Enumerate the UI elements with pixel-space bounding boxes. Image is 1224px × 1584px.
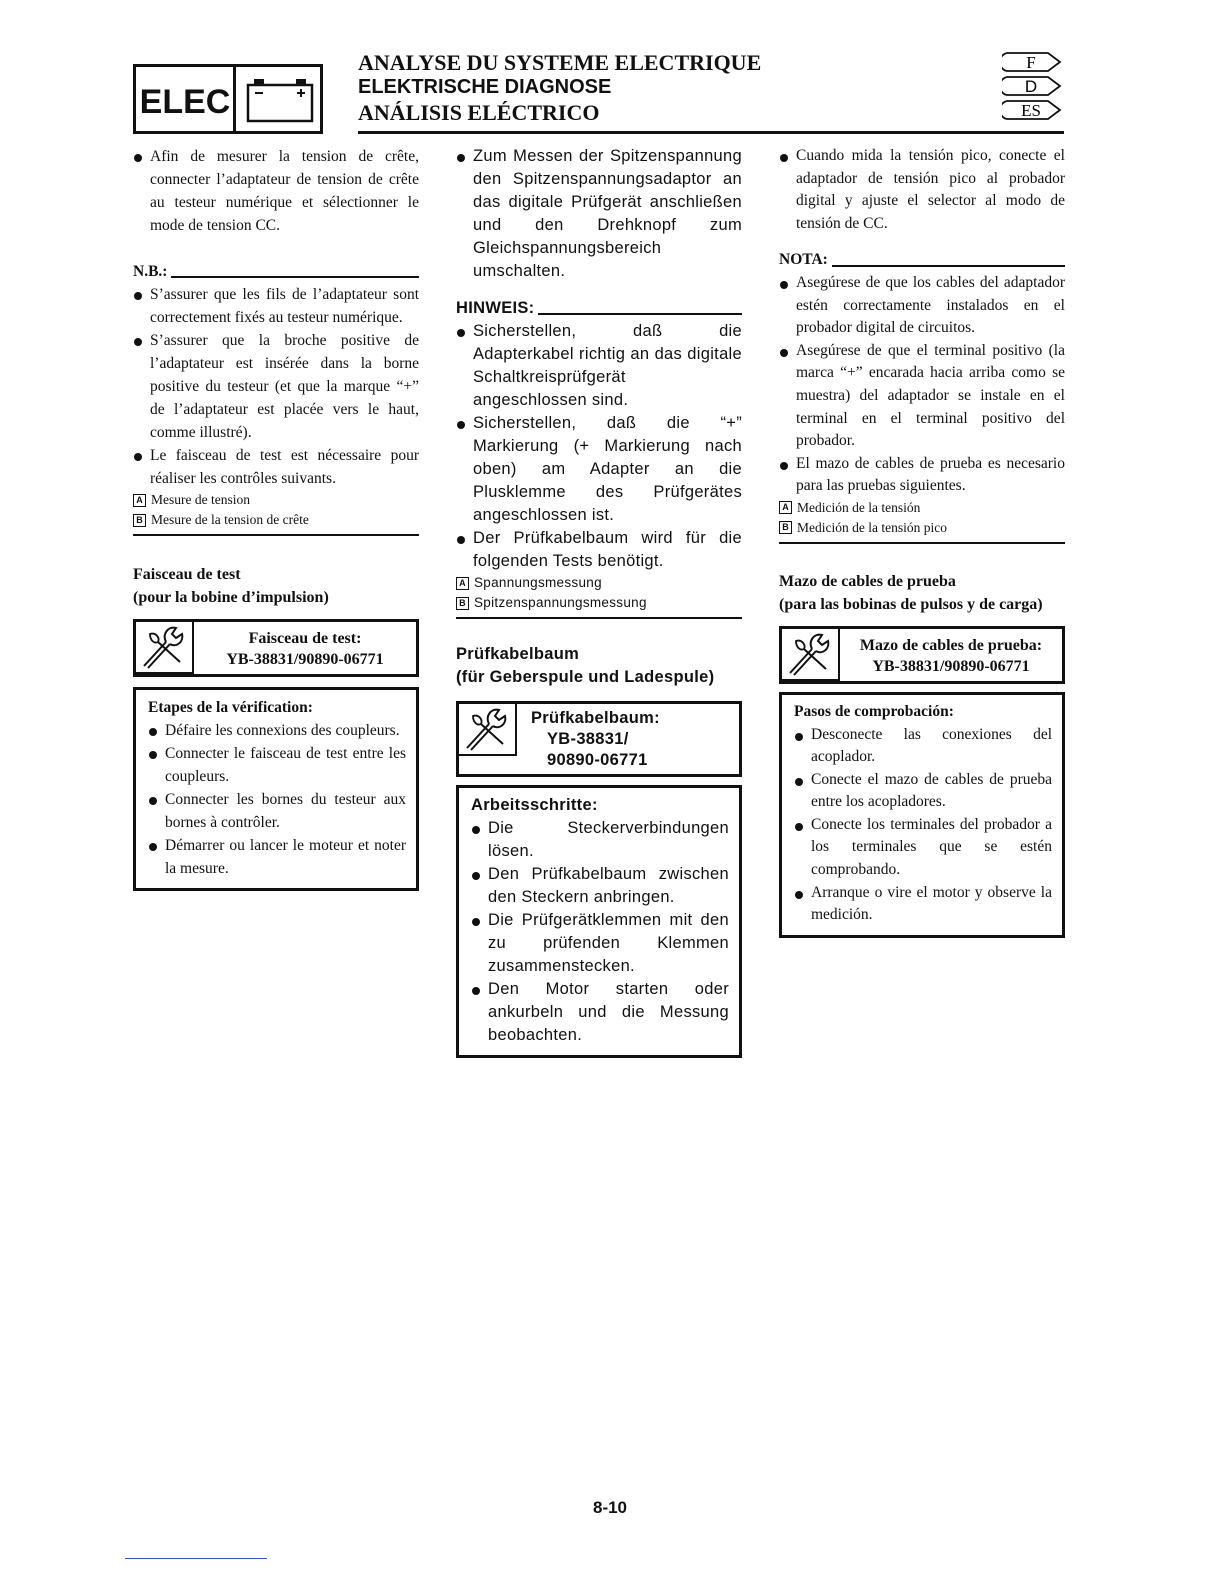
lang-f-text: F <box>1026 53 1036 72</box>
lang-es-text: ES <box>1021 101 1041 120</box>
title-de: ELEKTRISCHE DIAGNOSE <box>358 76 612 98</box>
es-steps-title: Pasos de comprobación: <box>794 702 954 720</box>
fr-step-2: Connecter le faisceau de test entre les coupleurs. <box>148 742 406 788</box>
de-ref-a: A Spannungsmessung <box>456 573 742 593</box>
title-fr: ANALYSE DU SYSTEME ELECTRIQUE <box>358 50 762 75</box>
de-step-1: Die Steckerverbindungen lösen. <box>471 817 729 863</box>
wrench-icon <box>459 704 517 756</box>
header-rule <box>358 131 1064 134</box>
de-tool-code-2: 90890-06771 <box>547 751 648 769</box>
de-note-header <box>456 297 742 320</box>
de-subtitle: Prüfkabelbaum (für Geberspule und Ladespule) <box>456 645 715 686</box>
ref-a-box: A <box>779 501 792 514</box>
es-note-label: NOTA: <box>779 251 828 269</box>
fr-tool-code: YB-38831/90890-06771 <box>226 651 384 668</box>
de-ref-b: B Spitzenspannungsmessung <box>456 593 742 613</box>
title-es: ANÁLISIS ELÉCTRICO <box>358 100 600 125</box>
lang-badge-d <box>1002 74 1064 98</box>
lang-badge-es <box>1002 98 1064 122</box>
fr-subtitle: Faisceau de test (pour la bobine d’impulsion) <box>133 566 329 606</box>
ref-a-box: A <box>456 577 469 590</box>
es-step-3: Conecte los terminales del probador a los terminales que se estén comprobando. <box>794 814 1052 882</box>
de-step-3: Die Prüfgerätklemmen mit den zu prüfenden Klemmen zusammenstecken. <box>471 909 729 978</box>
es-step-2: Conecte el mazo de cables de prueba entre los acopladores. <box>794 769 1052 814</box>
fr-steps-title: Etapes de la vérification: <box>148 699 313 716</box>
language-badges <box>1002 50 1064 122</box>
fr-steps-box <box>133 687 419 891</box>
fr-step-4: Démarrer ou lancer le moteur et noter la mesure. <box>148 834 406 880</box>
de-step-4: Den Motor starten oder ankurbeln und die Messung beobachten. <box>471 978 729 1047</box>
es-figure-refs <box>779 498 1065 544</box>
de-tool-name: Prüfkabelbaum: <box>531 709 660 727</box>
de-tool-code-1: YB-38831/ <box>547 730 629 748</box>
lang-badge-f <box>1002 50 1064 74</box>
de-steps-box <box>456 785 742 1058</box>
es-ref-b: B Medición de la tensión pico <box>779 518 1065 538</box>
page-number: 8-10 <box>592 1498 628 1517</box>
fr-ref-a: A Mesure de tension <box>133 490 419 510</box>
ref-b-box: B <box>456 597 469 610</box>
column-spanish <box>779 145 1065 938</box>
es-tool-code: YB-38831/90890-06771 <box>872 657 1030 675</box>
es-intro: Cuando mida la tensión pico, conecte el adaptador de tensión pico al probador digital y ajuste el selector al modo de tensión de CC. <box>779 145 1065 235</box>
header-titles <box>358 50 761 125</box>
fr-intro: Afin de mesurer la tension de crête, connecter l’adaptateur de tension de crête au testeur numérique et sélectionner le mode de tension CC. <box>133 145 419 237</box>
fr-note-2: S’assurer que la broche positive de l’adaptateur est insérée dans la borne positive du testeur (et que la marque “+” de l’adaptateur est placée vers le haut, comme illustré). <box>133 329 419 444</box>
es-ref-a: A Medición de la tensión <box>779 498 1065 518</box>
de-figure-refs <box>456 573 742 619</box>
badge-divider <box>233 67 236 131</box>
es-step-4: Arranque o vire el motor y observe la medición. <box>794 882 1052 927</box>
de-step-2: Den Prüfkabelbaum zwischen den Steckern anbringen. <box>471 863 729 909</box>
de-intro: Zum Messen der Spitzenspannung den Spitzenspannungsadaptor an das digitale Prüfgerät anschließen und den Drehknopf zum Gleichspannungsbereich umschalten. <box>456 145 742 283</box>
wrench-icon <box>782 629 840 681</box>
es-steps-box <box>779 692 1065 938</box>
bottom-rule <box>125 1558 267 1559</box>
es-step-1: Desconecte las conexiones del acoplador. <box>794 724 1052 769</box>
fr-step-1: Défaire les connexions des coupleurs. <box>148 719 406 742</box>
fr-tool-box <box>133 619 419 677</box>
ref-b-box: B <box>779 521 792 534</box>
fr-note-header <box>133 260 419 283</box>
column-french <box>133 145 419 891</box>
lang-d-text: D <box>1024 77 1038 96</box>
fr-note-1: S’assurer que les fils de l’adaptateur sont correctement fixés au testeur numérique. <box>133 283 419 329</box>
elec-section-badge <box>133 64 323 134</box>
column-german <box>456 145 742 1058</box>
fr-figure-refs <box>133 490 419 536</box>
fr-ref-b: B Mesure de la tension de crête <box>133 510 419 530</box>
de-note-1: Sicherstellen, daß die Adapterkabel richtig an das digitale Schaltkreisprüfgerät angeschlossen sind. <box>456 320 742 412</box>
battery-icon <box>244 75 316 125</box>
de-note-2: Sicherstellen, daß die “+” Markierung (+ Markierung nach oben) am Adapter an die Plusklemme des Prüfgerätes angeschlossen ist. <box>456 412 742 527</box>
es-note-2: Asegúrese de que el terminal positivo (la marca “+” encarada hacia arriba como se muestra) del adaptador se instale en el terminal en el terminal positivo del probador. <box>779 340 1065 453</box>
section-label: ELEC <box>139 83 231 121</box>
fr-step-3: Connecter les bornes du testeur aux bornes à contrôler. <box>148 788 406 834</box>
es-subtitle: Mazo de cables de prueba (para las bobinas de pulsos y de carga) <box>779 572 1043 613</box>
wrench-icon <box>136 622 194 674</box>
fr-note-3: Le faisceau de test est nécessaire pour réaliser les contrôles suivants. <box>133 444 419 490</box>
es-tool-name: Mazo de cables de prueba: <box>859 636 1043 654</box>
es-note-3: El mazo de cables de prueba es necesario para las pruebas siguientes. <box>779 453 1065 498</box>
fr-tool-name: Faisceau de test: <box>248 630 362 647</box>
ref-a-box: A <box>133 494 146 507</box>
de-steps-title: Arbeitsschritte: <box>471 796 598 814</box>
de-tool-box <box>456 701 742 777</box>
ref-b-box: B <box>133 514 146 527</box>
de-note-label: HINWEIS: <box>456 299 535 317</box>
es-tool-box <box>779 626 1065 684</box>
es-note-header <box>779 249 1065 272</box>
es-note-1: Asegúrese de que los cables del adaptador estén correctamente instalados en el probador digital de circuitos. <box>779 272 1065 340</box>
de-note-3: Der Prüfkabelbaum wird für die folgenden Tests benötigt. <box>456 527 742 573</box>
fr-note-label: N.B.: <box>133 263 168 280</box>
